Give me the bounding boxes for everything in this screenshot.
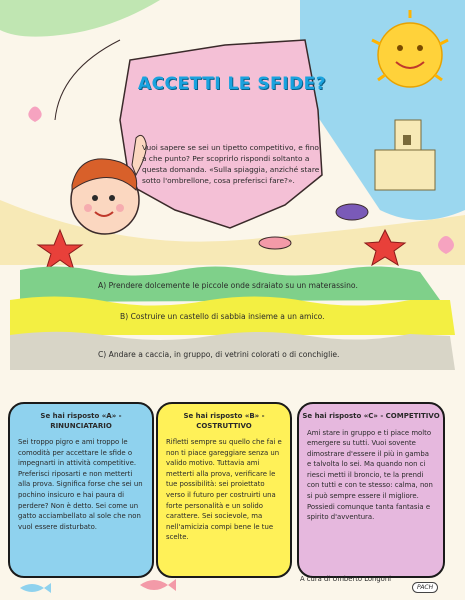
shell-icon	[259, 237, 291, 249]
result-heading: Se hai risposto «C» - COMPETITIVO	[302, 412, 440, 420]
answer-c: C) Andare a caccia, in gruppo, di vetrini colorati o di conchiglie.	[98, 350, 340, 359]
result-heading: Se hai risposto «A» - RINUNCIATARIO	[40, 412, 122, 430]
result-card-a	[8, 402, 154, 578]
result-text: Rifletti sempre su quello che fai e non ti piace gareggiare senza un valido motivo. Tuttavia ami metterti alla prova, verificare le tue possibilità: sei proiettato verso il futuro per costruirti una forte personalità e un solido carattere. Sei socievole, ma nell'amicizia compi bene le tue scelte.	[166, 438, 282, 542]
answer-b: B) Costruire un castello di sabbia insieme a un amico.	[120, 312, 325, 321]
result-card-b	[156, 402, 292, 578]
page-title: ACCETTI LE SFIDE?	[137, 74, 327, 94]
quiz-question: Vuoi sapere se sei un tipetto competitivo, e fino a che punto? Per scoprirlo rispondi soltanto a questa domanda. «Sulla spiaggia, anziché stare sotto l'ombrellone, cosa preferisci fare?».	[142, 143, 320, 185]
credit-line: A cura di Umberto Longoni	[300, 575, 392, 583]
result-heading: Se hai risposto «B» - COSTRUTTIVO	[183, 412, 265, 430]
result-card-c	[297, 402, 445, 578]
result-text: Ami stare in gruppo e ti piace molto emergere su tutti. Vuoi sovente dimostrare d'essere il più in gamba e talvolta lo sei. Ma quando non ci riesci metti il broncio, te la prendi con tutti e con te stesso: calma, non si può sempre essere il migliore. Possiedi comunque tanta fantasia e spirito d'avventura.	[307, 428, 433, 522]
shell-icon	[336, 204, 368, 220]
illustrator-signature: PACH	[412, 582, 438, 593]
result-text: Sei troppo pigro e ami troppo le comodità per accettare le sfide o impegnarti in attività competitive. Preferisci riposarti e non metterti alla prova. Significa forse che sei un pochino insicuro e hai paura di perdere? Non è detto. Sei come un gatto acciambellato al sole che non vuol essere disturbato.	[18, 438, 143, 531]
answer-a: A) Prendere dolcemente le piccole onde sdraiato su un materassino.	[98, 281, 358, 290]
